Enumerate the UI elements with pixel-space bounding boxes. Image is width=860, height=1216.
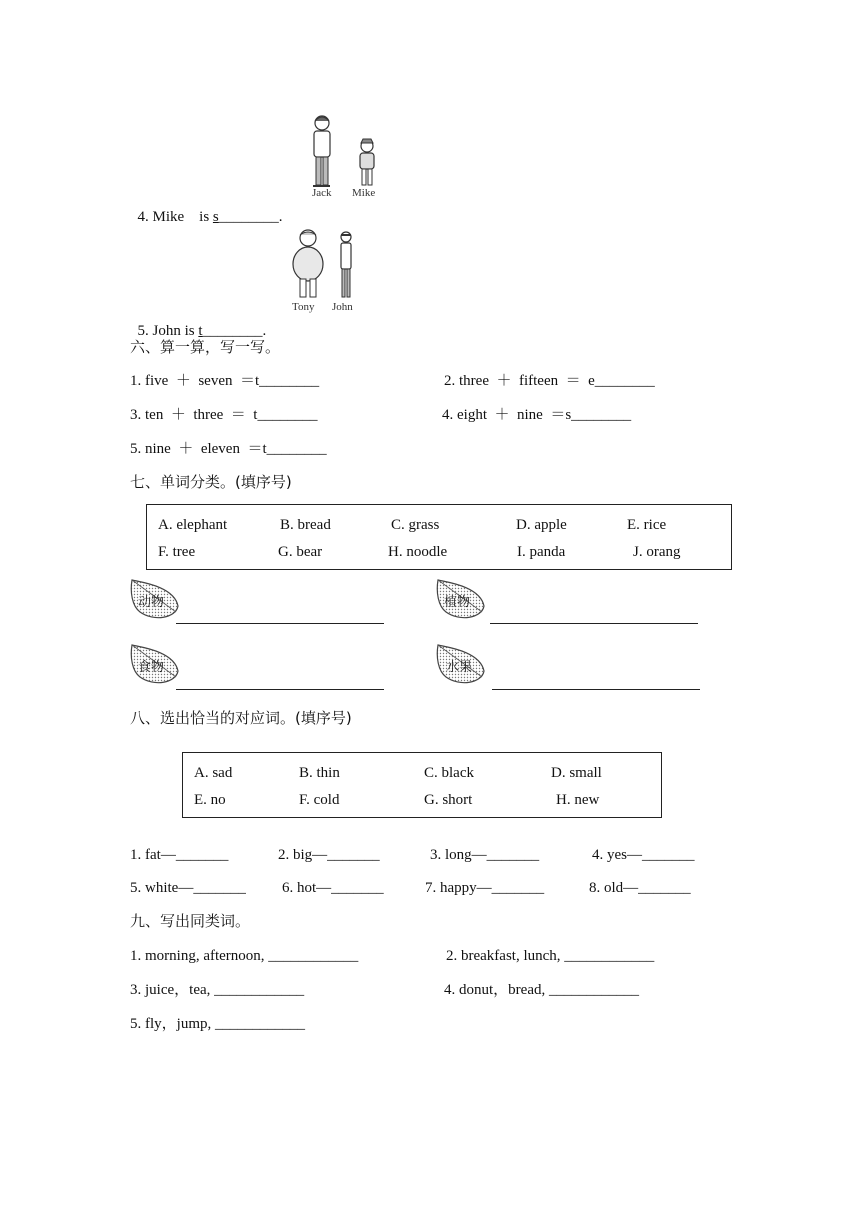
sec8-item-6[interactable]: 6. hot—_______ (282, 880, 384, 896)
word-f: F. tree (158, 544, 196, 560)
sec9-item-3[interactable]: 3. juice，tea, ____________ (130, 982, 305, 998)
sec8-item-7[interactable]: 7. happy—_______ (425, 880, 545, 896)
word-c: C. grass (391, 517, 440, 533)
word-h: H. noodle (388, 544, 448, 560)
category-plants: 植物 (444, 595, 471, 610)
option-a: A. sad (194, 765, 233, 781)
section-8-title: 八、选出恰当的对应词。(填序号) (130, 709, 352, 727)
sec8-item-1[interactable]: 1. fat—_______ (130, 847, 229, 863)
category-food: 食物 (138, 660, 165, 675)
option-c: C. black (424, 765, 474, 781)
option-d: D. small (551, 765, 602, 781)
sec6-item-1[interactable]: 1. five ＋ seven ＝t________ (130, 373, 320, 389)
sec6-item-3[interactable]: 3. ten ＋ three ＝ t________ (130, 407, 318, 423)
tony-john-illustration (288, 226, 362, 304)
word-bank-box (146, 504, 732, 570)
category-fruit: 水果 (446, 660, 473, 675)
answer-line-fruit[interactable] (492, 689, 700, 690)
word-i: I. panda (517, 544, 566, 560)
sec6-item-4[interactable]: 4. eight ＋ nine ＝s________ (442, 407, 632, 423)
q5-5-prefix: 5. John is (137, 323, 199, 339)
answer-line-plants[interactable] (490, 623, 698, 624)
option-f: F. cold (299, 792, 340, 808)
section-7-title: 七、单词分类。(填序号) (130, 473, 292, 491)
option-e: E. no (194, 792, 226, 808)
sec8-item-2[interactable]: 2. big—_______ (278, 847, 380, 863)
sec6-item-2[interactable]: 2. three ＋ fifteen ＝ e________ (444, 373, 655, 389)
word-b: B. bread (280, 517, 331, 533)
options-box (182, 752, 662, 818)
sec9-item-1[interactable]: 1. morning, afternoon, ____________ (130, 948, 359, 964)
word-g: G. bear (278, 544, 323, 560)
sec8-item-5[interactable]: 5. white—_______ (130, 880, 246, 896)
sec8-item-8[interactable]: 8. old—_______ (589, 880, 691, 896)
caption-john: John (332, 301, 353, 313)
caption-jack: Jack (312, 187, 332, 199)
q5-4-letter: s (212, 209, 219, 225)
q5-4-blank[interactable]: ________. (218, 209, 283, 225)
q5-5-blank[interactable]: ________. (202, 323, 267, 339)
section-9-title: 九、写出同类词。 (130, 912, 251, 930)
q5-4-line (130, 187, 283, 227)
option-b: B. thin (299, 765, 340, 781)
word-d: D. apple (516, 517, 567, 533)
sec8-item-3[interactable]: 3. long—_______ (430, 847, 540, 863)
caption-mike: Mike (352, 187, 376, 199)
sec9-item-5[interactable]: 5. fly，jump, ____________ (130, 1016, 305, 1032)
word-e: E. rice (627, 517, 667, 533)
sec8-item-4[interactable]: 4. yes—_______ (592, 847, 695, 863)
option-h: H. new (556, 792, 600, 808)
sec6-item-5[interactable]: 5. nine ＋ eleven ＝t________ (130, 441, 327, 457)
q5-5-line (130, 301, 266, 341)
sec9-item-2[interactable]: 2. breakfast, lunch, ____________ (446, 948, 655, 964)
answer-line-animals[interactable] (176, 623, 384, 624)
caption-tony: Tony (292, 301, 315, 313)
category-animals: 动物 (138, 595, 165, 610)
q5-4-prefix: 4. Mike is (137, 209, 213, 225)
q5-5-letter: t (198, 323, 203, 339)
section-6-title: 六、算一算，写一写。 (130, 338, 281, 356)
word-a: A. elephant (158, 517, 228, 533)
word-j: J. orang (633, 544, 681, 560)
option-g: G. short (424, 792, 473, 808)
answer-line-food[interactable] (176, 689, 384, 690)
sec9-item-4[interactable]: 4. donut，bread, ____________ (444, 982, 639, 998)
